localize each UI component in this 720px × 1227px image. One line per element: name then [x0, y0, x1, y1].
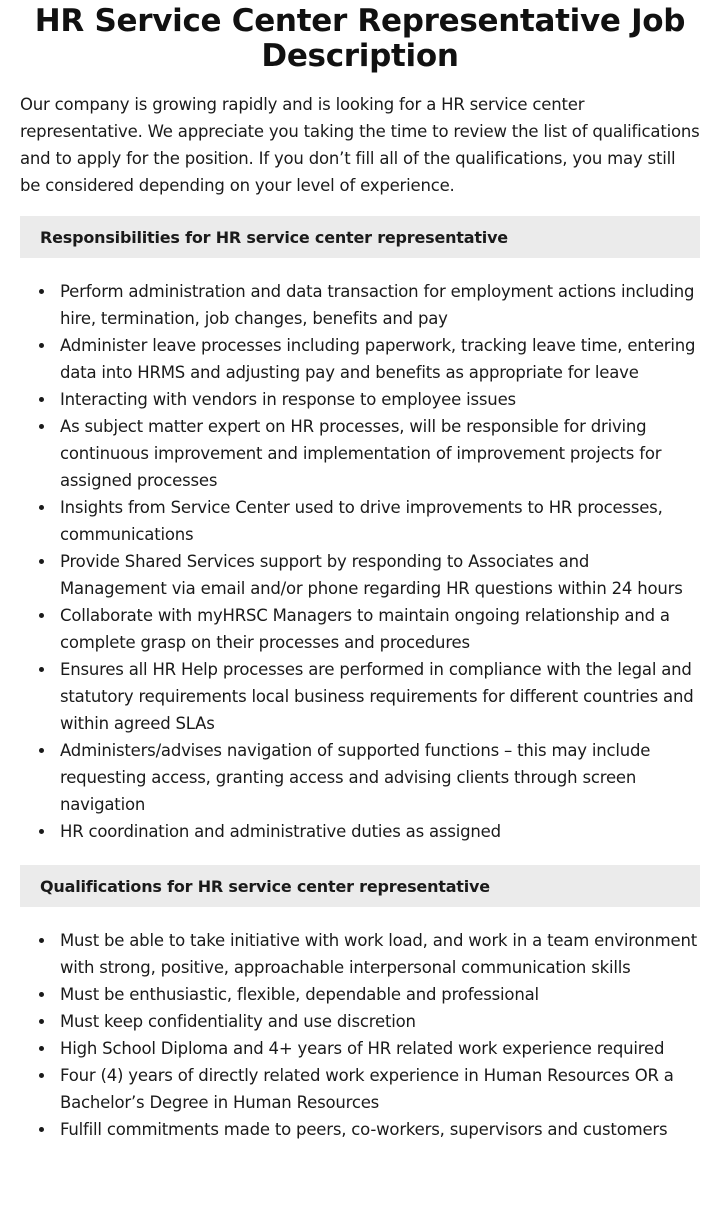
list-item-text: HR coordination and administrative duties as assigned [60, 822, 501, 841]
intro-paragraph: Our company is growing rapidly and is looking for a HR service center representative. We appreciate you taking the time to review the list of qualifications and to apply for the position. If you don’t fill all of the qualifications, you may still be considered depending on your level of experience. [20, 95, 700, 195]
list-item [60, 737, 700, 818]
bullet-icon [39, 1046, 44, 1051]
list-item [60, 1008, 700, 1035]
qualifications-list [20, 927, 700, 1143]
list-item [60, 278, 700, 332]
bullet-icon [39, 343, 44, 348]
bullet-icon [39, 992, 44, 997]
list-item-text: High School Diploma and 4+ years of HR related work experience required [60, 1039, 665, 1058]
list-item-text: Fulfill commitments made to peers, co-workers, supervisors and customers [60, 1120, 668, 1139]
list-item [60, 332, 700, 386]
list-item-text: Administer leave processes including paperwork, tracking leave time, entering data into HRMS and adjusting pay and benefits as appropriate for leave [60, 336, 696, 382]
list-item [60, 548, 700, 602]
list-item [60, 413, 700, 494]
bullet-icon [39, 938, 44, 943]
bullet-icon [39, 289, 44, 294]
list-item-text: As subject matter expert on HR processes, will be responsible for driving continuous improvement and implementation of improvement projects for assigned processes [60, 417, 662, 490]
responsibilities-list [20, 278, 700, 845]
bullet-icon [39, 1073, 44, 1078]
list-item-text: Perform administration and data transaction for employment actions including hire, termination, job changes, benefits and pay [60, 282, 695, 328]
qualifications-heading: Qualifications for HR service center representative [20, 865, 700, 907]
list-item [60, 386, 700, 413]
list-item-text: Provide Shared Services support by responding to Associates and Management via email and/or phone regarding HR questions within 24 hours [60, 552, 683, 598]
bullet-icon [39, 505, 44, 510]
list-item-text: Must be enthusiastic, flexible, dependable and professional [60, 985, 539, 1004]
list-item-text: Must be able to take initiative with work load, and work in a team environment with strong, positive, approachable interpersonal communication skills [60, 931, 698, 977]
bullet-icon [39, 748, 44, 753]
list-item [60, 1116, 700, 1143]
bullet-icon [39, 397, 44, 402]
bullet-icon [39, 1019, 44, 1024]
bullet-icon [39, 613, 44, 618]
responsibilities-heading: Responsibilities for HR service center representative [20, 216, 700, 258]
list-item [60, 1035, 700, 1062]
list-item-text: Must keep confidentiality and use discretion [60, 1012, 416, 1031]
list-item-text: Four (4) years of directly related work experience in Human Resources OR a Bachelor’s Degree in Human Resources [60, 1066, 674, 1112]
list-item-text: Ensures all HR Help processes are performed in compliance with the legal and statutory requirements local business requirements for different countries and within agreed SLAs [60, 660, 694, 733]
list-item-text: Collaborate with myHRSC Managers to maintain ongoing relationship and a complete grasp on their processes and procedures [60, 606, 670, 652]
list-item [60, 656, 700, 737]
list-item-text: Insights from Service Center used to drive improvements to HR processes, communications [60, 498, 663, 544]
bullet-icon [39, 424, 44, 429]
bullet-icon [39, 1127, 44, 1132]
list-item [60, 602, 700, 656]
list-item [60, 494, 700, 548]
bullet-icon [39, 559, 44, 564]
list-item-text: Administers/advises navigation of supported functions – this may include requesting access, granting access and advising clients through screen navigation [60, 741, 651, 814]
page-title: HR Service Center Representative Job Description [34, 3, 686, 74]
list-item [60, 1062, 700, 1116]
bullet-icon [39, 829, 44, 834]
bullet-icon [39, 667, 44, 672]
list-item-text: Interacting with vendors in response to employee issues [60, 390, 516, 409]
list-item [60, 927, 700, 981]
list-item [60, 818, 700, 845]
list-item [60, 981, 700, 1008]
